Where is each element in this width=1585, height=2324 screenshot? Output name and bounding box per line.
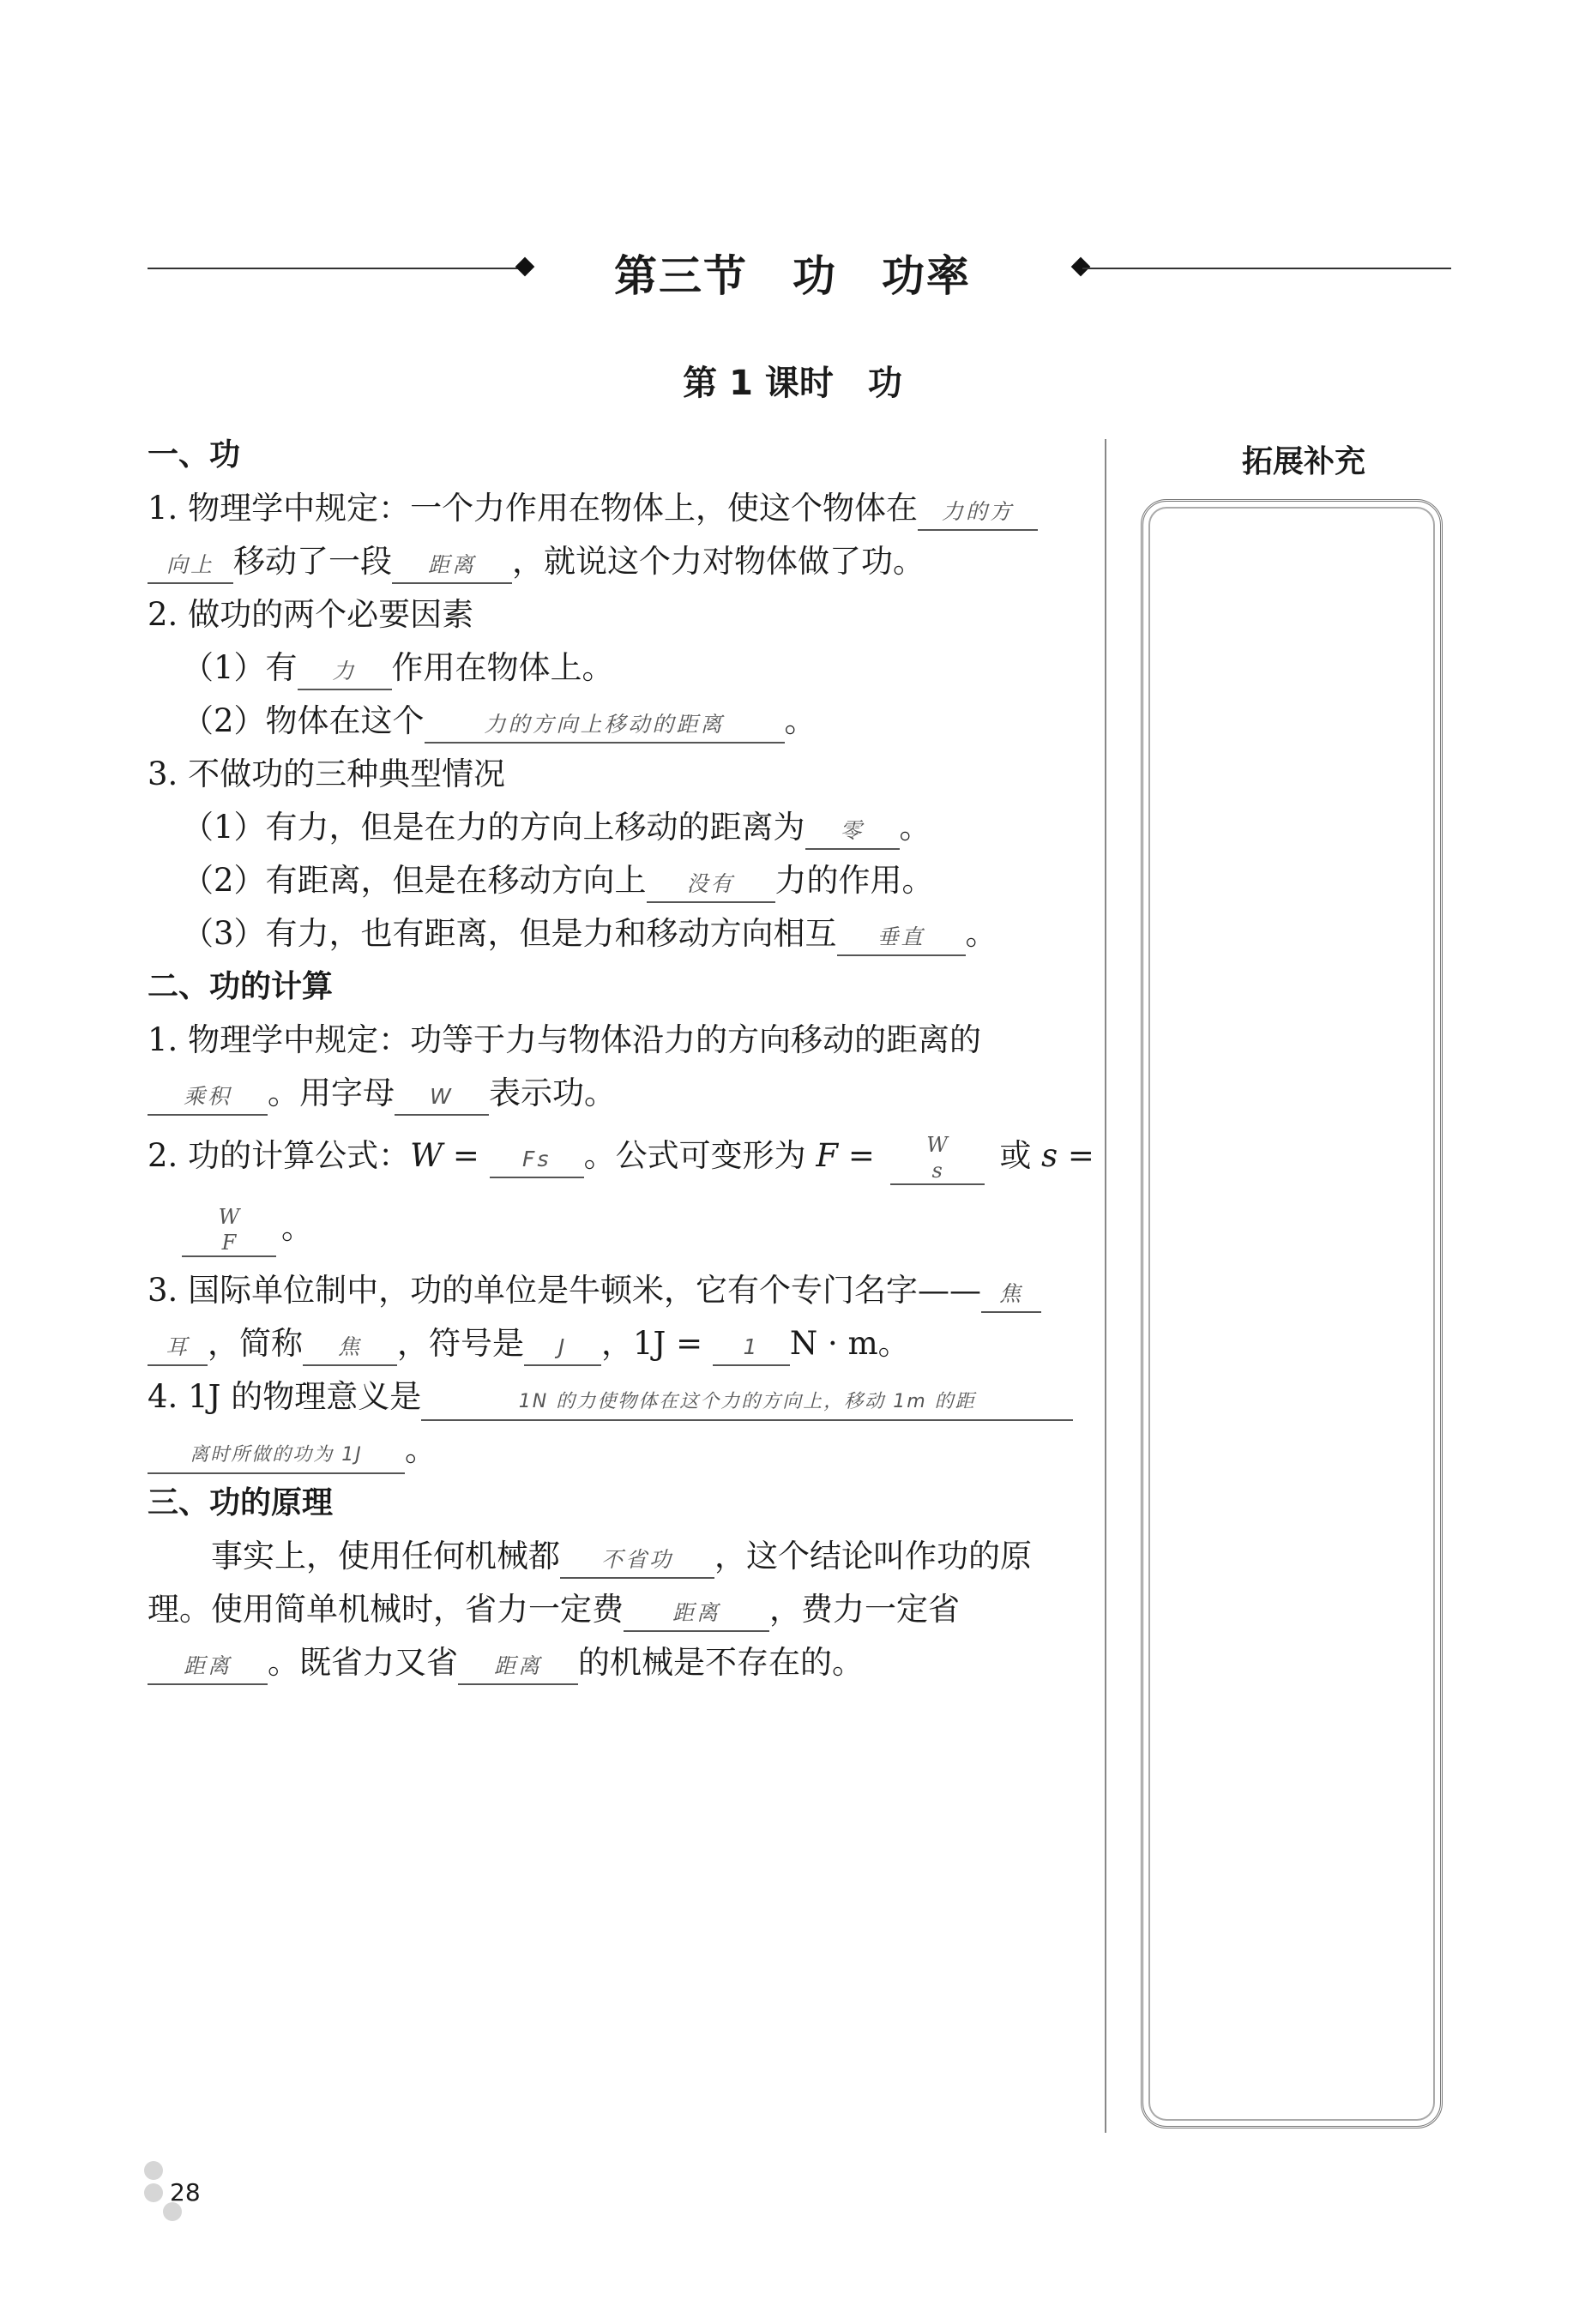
s1-q1-blank-b[interactable]: 向上	[148, 548, 233, 584]
s2-q3-line1	[148, 1264, 1074, 1317]
s2-q2-eq-2: =	[838, 1137, 885, 1174]
column-divider	[1105, 439, 1106, 2133]
s2-q2-var-f: F	[816, 1137, 839, 1174]
s1-q1-text-b: 移动了一段	[233, 543, 392, 580]
s3-text-e: 。既省力又省	[268, 1644, 458, 1681]
s1-q2-item2-blank[interactable]: 力的方向上移动的距离	[425, 707, 785, 744]
s1-q3-item2	[148, 854, 1074, 907]
s2-q2-fraction-1[interactable]	[890, 1132, 985, 1185]
s1-q2-item2	[148, 695, 1074, 748]
s3-text-f: 的机械是不存在的。	[578, 1644, 864, 1681]
s1-q1-text-a: 1. 物理学中规定：一个力作用在物体上，使这个物体在	[148, 490, 919, 527]
s3-line3	[148, 1636, 1074, 1689]
s1-q3-title: 3. 不做功的三种典型情况	[148, 756, 506, 792]
s1-q3-item2-text-b: 力的作用。	[774, 862, 934, 899]
s1-q2-item1	[148, 641, 1074, 695]
s2-q3-text-e: N · m。	[789, 1325, 910, 1362]
s3-line1	[148, 1530, 1074, 1583]
s2-q4-text-a: 4. 1J 的物理意义是	[148, 1378, 422, 1415]
s1-q3-item3-text-a: （3）有力，也有距离，但是力和移动方向相互	[182, 915, 837, 952]
frac2-numerator: W	[218, 1204, 240, 1229]
section3-heading: 三、功的原理	[148, 1485, 334, 1520]
s2-q4-text-b: 。	[405, 1431, 437, 1468]
frac1-underline	[890, 1183, 985, 1185]
s1-q1-line2	[148, 535, 1074, 588]
s2-q2-fraction-2[interactable]	[182, 1204, 276, 1257]
decor-dot	[144, 2183, 163, 2202]
s1-q1-blank-c[interactable]: 距离	[392, 548, 512, 584]
s2-q4-blank-a[interactable]: 1N 的力使物体在这个力的方向上，移动 1m 的距	[421, 1385, 1073, 1421]
s3-blank-c[interactable]: 距离	[148, 1649, 268, 1685]
s2-q3-blank-d[interactable]: 1	[713, 1330, 790, 1366]
s2-q3-blank-a2[interactable]: 耳	[148, 1330, 208, 1366]
s2-q1-text-b: 。用字母	[268, 1075, 395, 1111]
s2-q3-blank-a1[interactable]: 焦	[981, 1277, 1041, 1313]
s2-q2-line1	[148, 1120, 1094, 1192]
s1-q3-item1-text-b: 。	[899, 809, 931, 846]
section1-heading: 一、功	[148, 437, 241, 473]
s2-q2-var-w: W	[410, 1137, 443, 1174]
s3-text-c: 理。使用简单机械时，省力一定费	[148, 1591, 624, 1628]
s1-q1-text-c: ，就说这个力对物体做了功。	[512, 543, 925, 580]
s2-q1-line1: 1. 物理学中规定：功等于力与物体沿力的方向移动的距离的	[148, 1021, 982, 1058]
s1-q3-item2-text-a: （2）有距离，但是在移动方向上	[182, 862, 647, 899]
s3-text-b: ，这个结论叫作功的原	[714, 1538, 1032, 1574]
s1-q3-item3-blank[interactable]: 垂直	[837, 920, 966, 956]
s1-q1-line1	[148, 482, 1074, 535]
s2-q2-blank-a[interactable]: Fs	[490, 1142, 584, 1178]
s3-line2	[148, 1583, 1074, 1636]
s2-q3-text-b: ，简称	[208, 1325, 303, 1362]
s1-q2-item2-text-b: 。	[784, 702, 817, 739]
s2-q2-eq-3: =	[1058, 1137, 1094, 1174]
section2-heading: 二、功的计算	[148, 969, 334, 1004]
s2-q4-line1	[148, 1370, 1074, 1424]
decor-dot	[144, 2161, 163, 2180]
s2-q3-line2	[148, 1317, 1074, 1370]
s1-q3-item1-text-a: （1）有力，但是在力的方向上移动的距离为	[182, 809, 805, 846]
s2-q3-text-d: ，1J =	[601, 1325, 713, 1362]
s2-q2-text-a: 2. 功的计算公式：	[148, 1137, 411, 1174]
s2-q1-blank-a[interactable]: 乘积	[148, 1080, 268, 1116]
s2-q2-text-end: 。	[281, 1209, 313, 1246]
s2-q3-blank-c[interactable]: J	[524, 1330, 601, 1366]
s2-q4-line2	[148, 1424, 1074, 1477]
s1-q2-item1-blank[interactable]: 力	[298, 654, 392, 690]
s2-q3-blank-b[interactable]: 焦	[303, 1330, 397, 1366]
page-number: 28	[170, 2178, 201, 2207]
frac2-denominator: F	[221, 1230, 237, 1255]
s2-q1-line2	[148, 1067, 1074, 1120]
s3-blank-b[interactable]: 距离	[624, 1596, 769, 1632]
s1-q3-item2-blank[interactable]: 没有	[647, 867, 775, 903]
main-content	[148, 429, 1094, 1689]
s2-q4-blank-b[interactable]: 离时所做的功为 1J	[148, 1438, 405, 1474]
s3-blank-d[interactable]: 距离	[458, 1649, 578, 1685]
s2-q1-text-c: 表示功。	[489, 1075, 616, 1111]
title-rule-right	[1082, 268, 1451, 269]
frac1-numerator: W	[926, 1132, 948, 1157]
s1-q1-blank-a[interactable]: 力的方	[918, 495, 1038, 531]
s2-q2-text-or: 或	[999, 1137, 1032, 1174]
s3-blank-a[interactable]: 不省功	[560, 1543, 714, 1579]
s2-q2-line2	[148, 1192, 1074, 1264]
s1-q2-item1-text-b: 作用在物体上。	[391, 649, 614, 686]
sidebar-title: 拓展补充	[1241, 444, 1365, 479]
s2-q2-text-b: 。公式可变形为	[583, 1137, 806, 1174]
s2-q3-text-a: 3. 国际单位制中，功的单位是牛顿米，它有个专门名字——	[148, 1272, 982, 1309]
s2-q2-eq-1: =	[443, 1137, 490, 1174]
s3-text-a: 事实上，使用任何机械都	[211, 1538, 560, 1574]
s1-q3-item3-text-b: 。	[965, 915, 997, 952]
chapter-title: 第三节 功 功率	[614, 251, 971, 301]
s1-q3-item1	[148, 801, 1074, 854]
frac2-underline	[182, 1255, 276, 1257]
s3-text-d: ，费力一定省	[769, 1591, 960, 1628]
s1-q3-item1-blank[interactable]: 零	[805, 814, 900, 850]
s2-q2-var-s: s	[1041, 1137, 1058, 1174]
s1-q2-item1-text-a: （1）有	[182, 649, 298, 686]
s2-q1-blank-b[interactable]: W	[395, 1080, 489, 1116]
s1-q2-title: 2. 做功的两个必要因素	[148, 596, 474, 633]
notes-box[interactable]	[1141, 499, 1443, 2128]
frac1-denominator: s	[931, 1158, 943, 1183]
s1-q2-item2-text-a: （2）物体在这个	[182, 702, 425, 739]
s1-q3-item3	[148, 907, 1074, 960]
lesson-title: 第 1 课时 功	[683, 364, 902, 403]
s2-q3-text-c: ，符号是	[397, 1325, 524, 1362]
